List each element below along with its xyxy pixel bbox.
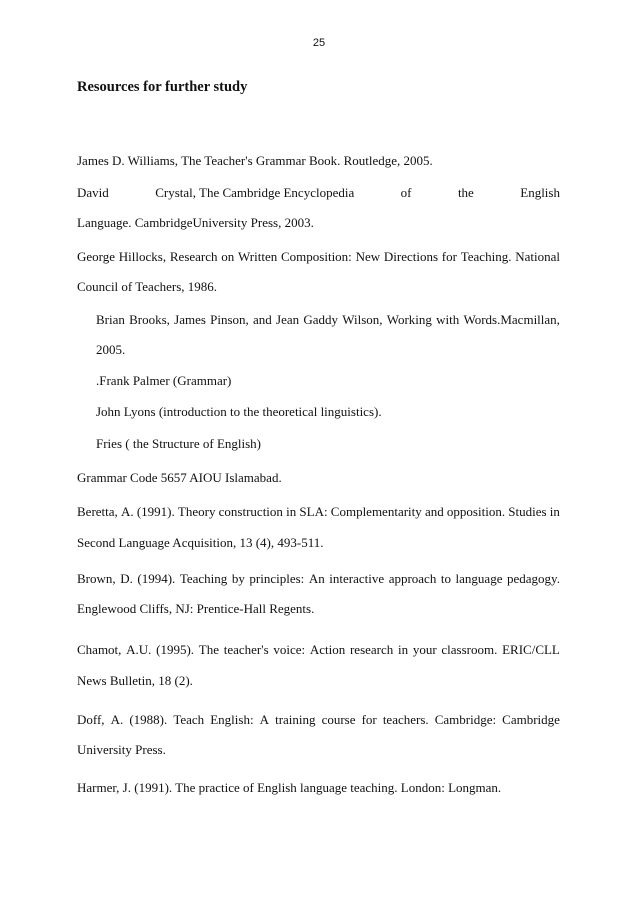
reference-word: language [455,571,503,586]
reference-hillocks-line2: Council of Teachers, 1986. [77,279,218,294]
reference-brown-line1 [77,571,560,587]
reference-word: A.U. [126,642,152,657]
reference-brown-line2: Englewood Cliffs, NJ: Prentice-Hall Regents. [77,601,315,616]
reference-word: (1988). [129,712,168,727]
reference-word: Brown, [77,571,116,586]
reference-word: Studies [508,504,547,519]
reference-word: Beretta, [77,504,118,519]
reference-word: approach [388,571,437,586]
reference-fries: Fries ( the Structure of English) [96,436,261,451]
reference-word: George [77,249,116,264]
reference-word: Written [238,249,278,264]
reference-word: in [549,504,560,519]
reference-word: Teaching. [460,249,512,264]
reference-aiou: Grammar Code 5657 AIOU Islamabad. [77,470,282,485]
reference-word: English: [210,712,254,727]
reference-word: Brooks, [129,312,170,327]
reference-word: Crystal, The Cambridge Encyclopedia [155,185,355,200]
reference-word: Working [386,312,432,327]
reference-hillocks-line1 [77,249,560,265]
reference-word: to [440,571,451,586]
reference-word: for [361,712,377,727]
reference-word: English [520,185,560,200]
reference-word: National [515,249,560,264]
reference-word: An [308,571,325,586]
reference-word: James [174,312,206,327]
reference-williams: James D. Williams, The Teacher's Grammar Book. Routledge, 2005. [77,153,433,168]
reference-crystal-line1 [77,185,560,201]
reference-word: Doff, [77,712,105,727]
reference-word: and [424,504,444,519]
reference-word: with [436,312,460,327]
reference-chamot-line1 [77,642,560,658]
reference-word: The [198,642,219,657]
reference-word: Words.Macmillan, [463,312,560,327]
reference-word: teacher's [223,642,269,657]
reference-word: Teaching [179,571,228,586]
reference-word: Teach [173,712,205,727]
reference-brooks-line2: 2005. [96,342,126,357]
reference-word: D. [120,571,133,586]
reference-word: training [275,712,316,727]
reference-brooks-line1 [96,312,560,328]
reference-word: David [77,185,109,200]
reference-word: Hillocks, [118,249,167,264]
reference-word: Jean [276,312,300,327]
reference-word: A. [120,504,134,519]
reference-word: SLA: [299,504,328,519]
reference-word: research [349,642,394,657]
reference-word: Pinson, [210,312,249,327]
reference-word: (1991). [136,504,175,519]
reference-word: your [412,642,437,657]
reference-word: in [286,504,297,519]
reference-word: Gaddy [303,312,339,327]
reference-word: principles: [249,571,305,586]
page-number: 25 [312,37,326,49]
reference-word: teachers. [382,712,429,727]
reference-crystal-line2: Language. CambridgeUniversity Press, 2003. [77,215,314,230]
reference-word: Chamot, [77,642,122,657]
reference-word: Theory [177,504,216,519]
reference-word: Research [169,249,218,264]
section-heading: Resources for further study [77,79,248,95]
reference-word: voice: [273,642,306,657]
reference-word: by [231,571,245,586]
reference-word: A [259,712,270,727]
reference-chamot-line2: News Bulletin, 18 (2). [77,673,193,688]
reference-doff-line2: University Press. [77,742,166,757]
reference-word: opposition. [446,504,506,519]
reference-palmer: .Frank Palmer (Grammar) [96,373,232,388]
reference-word: Cambridge [502,712,560,727]
reference-word: ERIC/CLL [502,642,560,657]
reference-word: construction [218,504,283,519]
reference-lyons: John Lyons (introduction to the theoretical linguistics). [96,404,382,419]
reference-harmer: Harmer, J. (1991). The practice of English language teaching. London: Longman. [77,780,502,795]
reference-word: and [253,312,272,327]
reference-word: course [321,712,356,727]
reference-word: on [221,249,235,264]
reference-word: the [457,185,474,200]
reference-word: Complementarity [330,504,422,519]
reference-word: for [441,249,457,264]
reference-word: Action [309,642,346,657]
reference-word: Directions [383,249,439,264]
reference-beretta-line2: Second Language Acquisition, 13 (4), 493-511. [77,535,324,550]
reference-word: classroom. [441,642,498,657]
reference-word: in [398,642,409,657]
reference-word: Cambridge: [434,712,497,727]
reference-word: Brian [96,312,125,327]
reference-word: interactive [329,571,385,586]
reference-word: Composition: [281,249,352,264]
reference-word: (1995). [156,642,195,657]
reference-beretta-line1 [77,504,560,520]
reference-doff-line1 [77,712,560,728]
reference-word: A. [110,712,124,727]
reference-word: pedagogy. [507,571,560,586]
reference-word: (1994). [137,571,176,586]
reference-word: Wilson, [342,312,383,327]
reference-word: New [355,249,381,264]
reference-word: of [400,185,412,200]
